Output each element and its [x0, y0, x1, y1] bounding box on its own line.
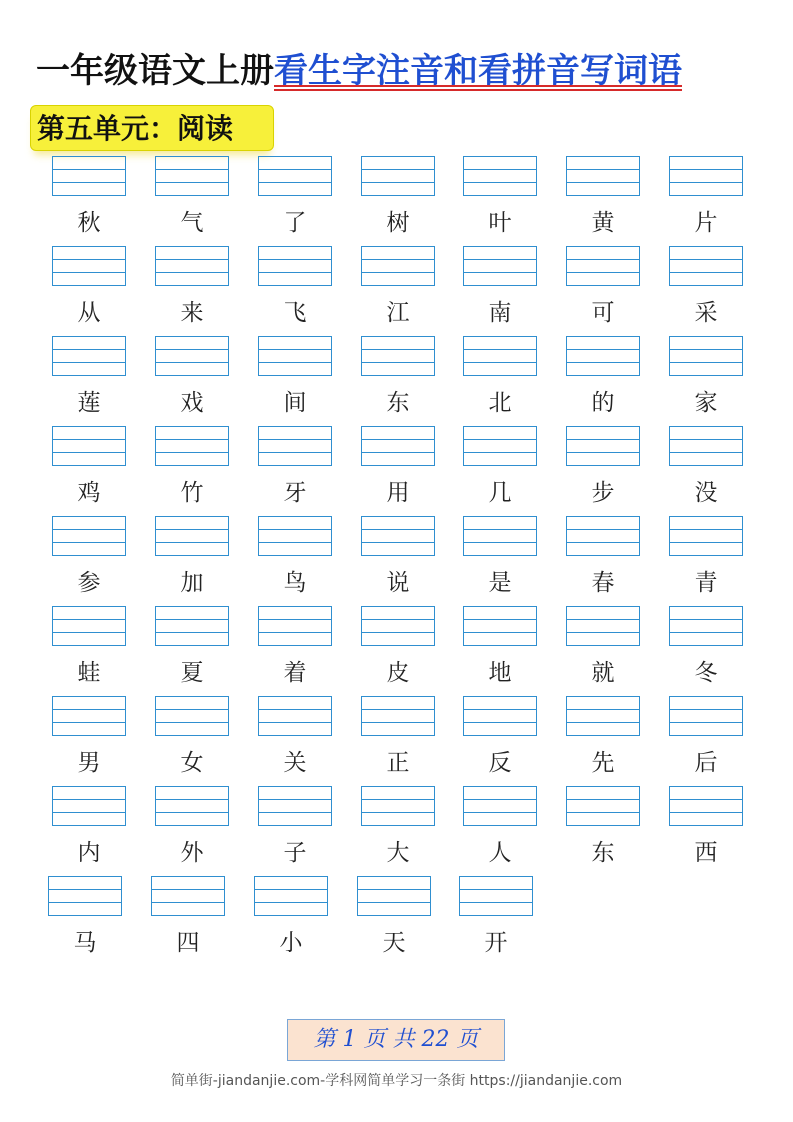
pinyin-writing-box[interactable]	[155, 786, 229, 826]
char-cell	[155, 696, 231, 780]
hanzi-character: 南	[488, 300, 512, 326]
hanzi-character: 子	[283, 840, 307, 866]
hanzi-character: 参	[77, 570, 101, 596]
pinyin-writing-box[interactable]	[155, 426, 229, 466]
hanzi-character: 春	[591, 570, 615, 596]
hanzi-character: 间	[283, 390, 307, 416]
char-cell	[669, 246, 745, 330]
char-cell	[463, 156, 539, 240]
hanzi-character: 用	[386, 480, 410, 506]
pinyin-writing-box[interactable]	[155, 246, 229, 286]
char-cell	[463, 516, 539, 600]
char-cell	[155, 786, 231, 870]
char-cell	[52, 336, 128, 420]
hanzi-character: 后	[694, 750, 718, 776]
hanzi-character: 是	[488, 570, 512, 596]
char-cell	[463, 246, 539, 330]
pinyin-writing-box[interactable]	[463, 156, 537, 196]
char-cell	[258, 786, 334, 870]
pinyin-writing-box[interactable]	[52, 336, 126, 376]
hanzi-character: 叶	[488, 210, 512, 236]
pinyin-writing-box[interactable]	[669, 426, 743, 466]
hanzi-character: 四	[176, 930, 200, 956]
char-cell	[52, 606, 128, 690]
hanzi-character: 莲	[77, 390, 101, 416]
char-cell	[361, 516, 437, 600]
pinyin-writing-box[interactable]	[155, 156, 229, 196]
hanzi-character: 的	[591, 390, 615, 416]
char-cell	[361, 606, 437, 690]
char-cell	[357, 876, 433, 960]
pinyin-writing-box[interactable]	[254, 876, 328, 916]
pinyin-writing-box[interactable]	[566, 786, 640, 826]
char-cell	[669, 336, 745, 420]
char-cell	[258, 246, 334, 330]
char-cell	[258, 156, 334, 240]
pinyin-writing-box[interactable]	[361, 336, 435, 376]
hanzi-character: 内	[77, 840, 101, 866]
hanzi-character: 青	[694, 570, 718, 596]
pinyin-writing-box[interactable]	[463, 786, 537, 826]
pinyin-writing-box[interactable]	[258, 696, 332, 736]
pinyin-writing-box[interactable]	[357, 876, 431, 916]
char-cell	[669, 786, 745, 870]
hanzi-character: 蛙	[77, 660, 101, 686]
pinyin-writing-box[interactable]	[258, 786, 332, 826]
pinyin-writing-box[interactable]	[52, 516, 126, 556]
hanzi-character: 采	[694, 300, 718, 326]
char-cell	[258, 516, 334, 600]
hanzi-character: 戏	[180, 390, 204, 416]
page-title	[36, 46, 766, 96]
pinyin-writing-box[interactable]	[459, 876, 533, 916]
hanzi-character: 江	[386, 300, 410, 326]
char-cell	[361, 336, 437, 420]
char-cell	[155, 336, 231, 420]
pinyin-writing-box[interactable]	[52, 426, 126, 466]
char-cell	[669, 516, 745, 600]
char-cell	[258, 426, 334, 510]
hanzi-character: 牙	[283, 480, 307, 506]
pinyin-writing-box[interactable]	[463, 606, 537, 646]
char-cell	[463, 426, 539, 510]
hanzi-character: 可	[591, 300, 615, 326]
pinyin-writing-box[interactable]	[258, 336, 332, 376]
unit-badge: 第五单元：阅读	[30, 105, 274, 151]
char-cell	[52, 426, 128, 510]
pinyin-writing-box[interactable]	[52, 246, 126, 286]
pinyin-writing-box[interactable]	[463, 336, 537, 376]
hanzi-character: 东	[386, 390, 410, 416]
hanzi-character: 秋	[77, 210, 101, 236]
hanzi-character: 正	[386, 750, 410, 776]
char-cell	[254, 876, 330, 960]
pinyin-writing-box[interactable]	[155, 336, 229, 376]
hanzi-character: 冬	[694, 660, 718, 686]
hanzi-character: 关	[283, 750, 307, 776]
pinyin-writing-box[interactable]	[52, 696, 126, 736]
char-cell	[566, 696, 642, 780]
char-cell	[155, 516, 231, 600]
hanzi-character: 大	[386, 840, 410, 866]
char-cell	[151, 876, 227, 960]
char-cell	[155, 426, 231, 510]
char-cell	[669, 426, 745, 510]
pinyin-writing-box[interactable]	[669, 156, 743, 196]
char-cell	[463, 606, 539, 690]
char-cell	[566, 786, 642, 870]
pinyin-writing-box[interactable]	[669, 786, 743, 826]
char-cell	[566, 336, 642, 420]
hanzi-character: 着	[283, 660, 307, 686]
char-cell	[566, 606, 642, 690]
hanzi-character: 步	[591, 480, 615, 506]
hanzi-character: 先	[591, 750, 615, 776]
pinyin-writing-box[interactable]	[669, 516, 743, 556]
pinyin-writing-box[interactable]	[258, 426, 332, 466]
pinyin-writing-box[interactable]	[258, 516, 332, 556]
char-cell	[463, 336, 539, 420]
char-cell	[463, 696, 539, 780]
char-cell	[459, 876, 535, 960]
title-task-1: 看生字注音和	[274, 51, 478, 91]
pinyin-writing-box[interactable]	[48, 876, 122, 916]
char-cell	[155, 606, 231, 690]
pinyin-writing-box[interactable]	[258, 246, 332, 286]
hanzi-character: 了	[283, 210, 307, 236]
char-cell	[566, 156, 642, 240]
pinyin-writing-box[interactable]	[52, 606, 126, 646]
pinyin-writing-box[interactable]	[361, 516, 435, 556]
hanzi-character: 马	[73, 930, 97, 956]
hanzi-character: 人	[488, 840, 512, 866]
pinyin-writing-box[interactable]	[155, 606, 229, 646]
char-cell	[155, 156, 231, 240]
char-cell	[669, 156, 745, 240]
char-cell	[566, 516, 642, 600]
char-cell	[463, 786, 539, 870]
pinyin-writing-box[interactable]	[151, 876, 225, 916]
pinyin-writing-box[interactable]	[566, 156, 640, 196]
hanzi-character: 家	[694, 390, 718, 416]
hanzi-character: 片	[694, 210, 718, 236]
char-cell	[361, 426, 437, 510]
char-cell	[669, 696, 745, 780]
hanzi-character: 来	[180, 300, 204, 326]
pinyin-writing-box[interactable]	[155, 516, 229, 556]
hanzi-character: 天	[382, 930, 406, 956]
pinyin-writing-box[interactable]	[463, 246, 537, 286]
pinyin-writing-box[interactable]	[463, 426, 537, 466]
hanzi-character: 地	[488, 660, 512, 686]
pinyin-writing-box[interactable]	[566, 246, 640, 286]
char-cell	[361, 786, 437, 870]
hanzi-character: 西	[694, 840, 718, 866]
char-cell	[52, 696, 128, 780]
hanzi-character: 气	[180, 210, 204, 236]
char-cell	[361, 156, 437, 240]
pinyin-writing-box[interactable]	[669, 696, 743, 736]
hanzi-character: 小	[279, 930, 303, 956]
hanzi-character: 开	[484, 930, 508, 956]
hanzi-character: 飞	[283, 300, 307, 326]
char-cell	[155, 246, 231, 330]
hanzi-character: 几	[488, 480, 512, 506]
char-cell	[566, 246, 642, 330]
pinyin-writing-box[interactable]	[669, 606, 743, 646]
pinyin-writing-box[interactable]	[258, 606, 332, 646]
char-cell	[52, 516, 128, 600]
hanzi-character: 鸟	[283, 570, 307, 596]
char-cell	[48, 876, 124, 960]
hanzi-character: 东	[591, 840, 615, 866]
pinyin-writing-box[interactable]	[52, 156, 126, 196]
page-number: 第 1 页 共 22 页	[287, 1019, 505, 1061]
char-cell	[52, 156, 128, 240]
hanzi-character: 女	[180, 750, 204, 776]
hanzi-character: 皮	[386, 660, 410, 686]
hanzi-character: 从	[77, 300, 101, 326]
pinyin-writing-box[interactable]	[155, 696, 229, 736]
hanzi-character: 没	[694, 480, 718, 506]
hanzi-character: 反	[488, 750, 512, 776]
hanzi-character: 黄	[591, 210, 615, 236]
char-cell	[52, 786, 128, 870]
pinyin-writing-box[interactable]	[361, 696, 435, 736]
pinyin-writing-box[interactable]	[361, 606, 435, 646]
hanzi-character: 说	[386, 570, 410, 596]
hanzi-character: 就	[591, 660, 615, 686]
pinyin-writing-box[interactable]	[361, 246, 435, 286]
pinyin-writing-box[interactable]	[566, 606, 640, 646]
char-cell	[258, 606, 334, 690]
footer-source: 简单街-jiandanjie.com-学科网简单学习一条街 https://jiandanjie.com	[170, 1073, 623, 1089]
hanzi-character: 树	[386, 210, 410, 236]
pinyin-writing-box[interactable]	[566, 426, 640, 466]
char-cell	[52, 246, 128, 330]
pinyin-writing-box[interactable]	[566, 516, 640, 556]
pinyin-writing-box[interactable]	[463, 516, 537, 556]
pinyin-writing-box[interactable]	[361, 156, 435, 196]
hanzi-character: 男	[77, 750, 101, 776]
char-cell	[258, 696, 334, 780]
pinyin-writing-box[interactable]	[361, 786, 435, 826]
pinyin-writing-box[interactable]	[566, 696, 640, 736]
hanzi-character: 夏	[180, 660, 204, 686]
pinyin-writing-box[interactable]	[52, 786, 126, 826]
hanzi-character: 鸡	[77, 480, 101, 506]
hanzi-character: 竹	[180, 480, 204, 506]
pinyin-writing-box[interactable]	[669, 246, 743, 286]
char-cell	[566, 426, 642, 510]
pinyin-writing-box[interactable]	[463, 696, 537, 736]
char-cell	[258, 336, 334, 420]
pinyin-writing-box[interactable]	[258, 156, 332, 196]
pinyin-writing-box[interactable]	[566, 336, 640, 376]
char-cell	[361, 696, 437, 780]
hanzi-character: 加	[180, 570, 204, 596]
char-cell	[669, 606, 745, 690]
title-grade: 一年级语文上册	[36, 51, 274, 91]
pinyin-writing-box[interactable]	[669, 336, 743, 376]
char-cell	[361, 246, 437, 330]
title-task-2: 看拼音写词语	[478, 51, 682, 91]
pinyin-writing-box[interactable]	[361, 426, 435, 466]
hanzi-character: 北	[488, 390, 512, 416]
hanzi-character: 外	[180, 840, 204, 866]
